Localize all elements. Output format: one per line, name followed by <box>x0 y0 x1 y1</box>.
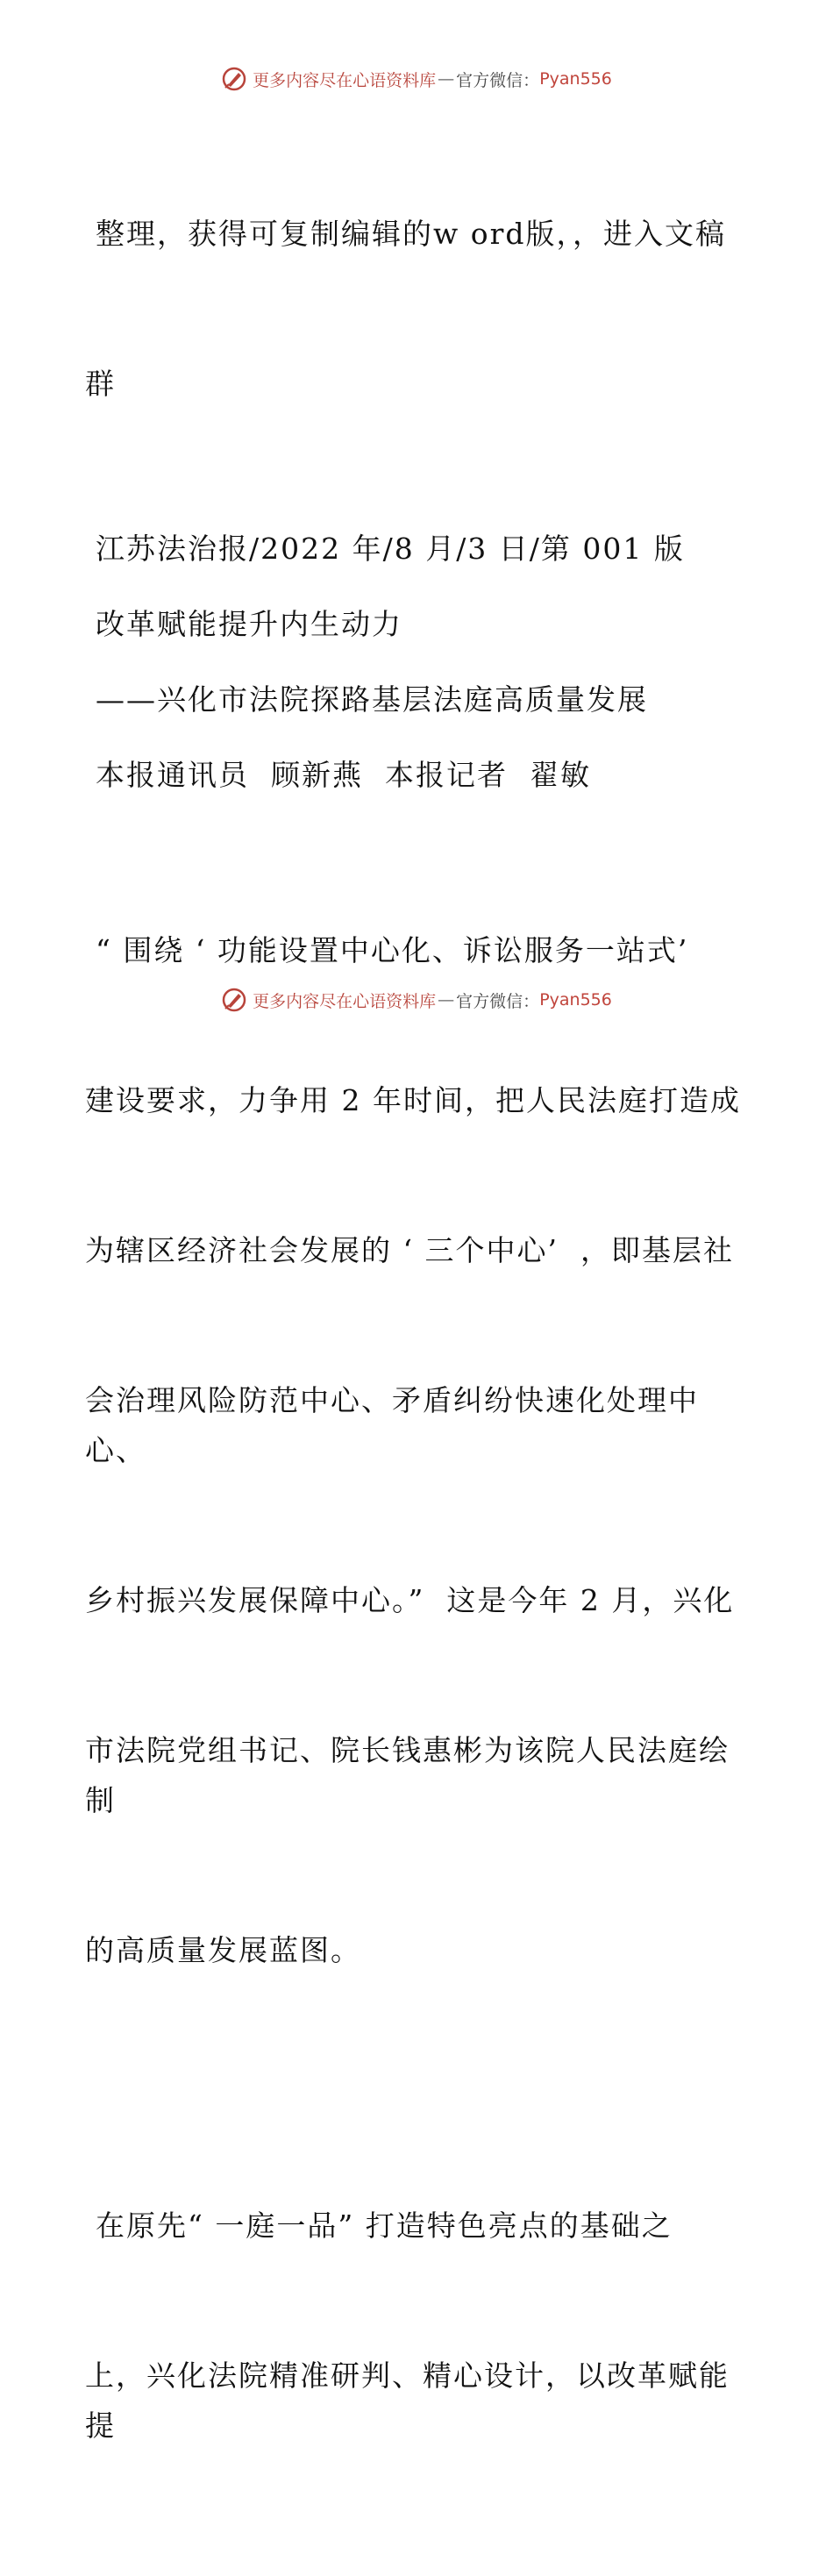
paragraph-line: “ 围绕 ‘ 功能设置中心化、诉讼服务一站式’ <box>96 933 689 967</box>
header-banner <box>0 61 833 96</box>
intro-paragraph <box>85 109 751 509</box>
paragraph-line: 会治理风险防范中心、矛盾纠纷快速化处理中心、 <box>85 1383 699 1467</box>
paragraph-line: 的高质量发展蓝图。 <box>85 1933 361 1967</box>
banner-brand: 更多内容尽在心语资料库 <box>253 991 437 1011</box>
paragraph-line: 在原先“ 一庭一品” 打造特色亮点的基础之 <box>96 2209 673 2243</box>
paragraph-line: 建设要求，力争用 2 年时间，把人民法庭打造成 <box>85 1083 741 1117</box>
paragraph-line: 上，兴化法院精准研判、精心设计，以改革赋能提 <box>85 2358 730 2443</box>
byline: 本报通讯员 顾新燕 本报记者 翟敏 <box>96 758 591 792</box>
banner-dash: — <box>438 69 455 89</box>
intro-line: 整理，获得可复制编辑的w ord版，，进入文稿 <box>96 217 727 251</box>
logo-badge-icon <box>221 66 247 92</box>
banner-brand: 更多内容尽在心语资料库 <box>253 70 437 90</box>
intro-line: 群 <box>85 367 116 401</box>
source-line: 江苏法治报/2022 年/8 月/3 日/第 001 版 <box>96 532 685 566</box>
paragraph-line: 乡村振兴发展保障中心。” 这是今年 2 月，兴化 <box>85 1583 735 1617</box>
document-body <box>85 109 751 2576</box>
banner-wechat-id: Pyan556 <box>539 990 612 1010</box>
article-title: 改革赋能提升内生动力 <box>96 607 402 641</box>
banner-wechat-id: Pyan556 <box>539 69 612 89</box>
paragraph-line: 市法院党组书记、院长钱惠彬为该院人民法庭绘制 <box>85 1733 730 1817</box>
paragraph-line: 为辖区经济社会发展的 ‘ 三个中心’ ，即基层社 <box>85 1233 734 1267</box>
article-subtitle: ——兴化市法院探路基层法庭高质量发展 <box>96 682 648 717</box>
footer-banner <box>0 982 833 1017</box>
logo-badge-icon <box>221 987 247 1013</box>
body-paragraph-2 <box>85 2101 751 2551</box>
banner-official-label: 官方微信： <box>456 70 540 90</box>
banner-official-label: 官方微信： <box>456 991 540 1011</box>
banner-dash: — <box>438 990 455 1010</box>
